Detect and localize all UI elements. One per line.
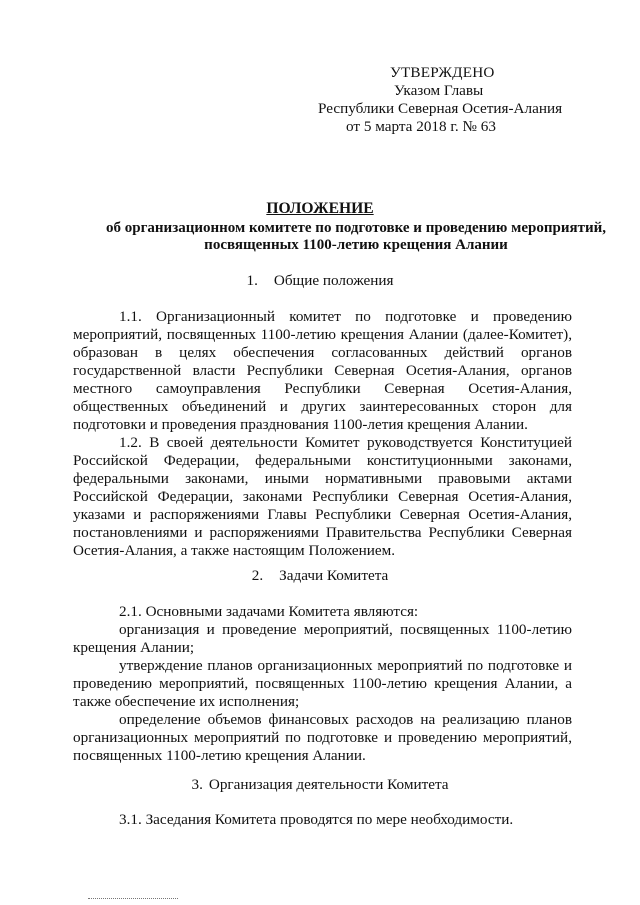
- footer-divider: [88, 898, 178, 899]
- section-heading-2: [0, 567, 640, 585]
- section-number: 3.: [191, 776, 203, 793]
- approval-line-decree: Указом Главы: [394, 82, 484, 99]
- paragraph-1-2: 1.2. В своей деятельности Комитет руководствуется Конституцией Российской Федерации, федеральными конституционными законами, федеральными законами, иными нормативными правовыми актами Российской Федерации, законами Республики Северная Осетия-Алания, указами и распоряжениями Главы Республики Северная Осетия-Алания, постановлениями и распоряжениями Правительства Республики Северная Осетия-Алания, а также настоящим Положением.: [73, 434, 572, 559]
- approval-line-republic: Республики Северная Осетия-Алания: [318, 100, 563, 117]
- section-title: Организация деятельности Комитета: [208, 776, 449, 793]
- paragraph-2-1: 2.1. Основными задачами Комитета являются:: [119, 603, 419, 620]
- paragraph-1-1: 1.1. Организационный комитет по подготовке и проведению мероприятий, посвященных 1100-летию крещения Алании (далее-Комитет), образован в целях обеспечения согласованных действий органов государственной власти Республики Северная Осетия-Алания, органов местного самоуправления Республики Северная Осетия-Алания, общественных объединений и других заинтересованных сторон для подготовки и проведения празднования 1100-летия крещения Алании.: [73, 308, 572, 433]
- paragraph-3-1: 3.1. Заседания Комитета проводятся по мере необходимости.: [119, 811, 514, 828]
- task-item-2: утверждение планов организационных мероприятий по подготовке и проведению мероприятий, посвященных 1100-летию крещения Алании, а также обеспечение их исполнения;: [73, 657, 572, 710]
- section-title: Общие положения: [273, 272, 394, 289]
- section-heading-3: [0, 776, 640, 794]
- section-number: 2.: [251, 567, 264, 584]
- document-subtitle: об организационном комитете по подготовке и проведению мероприятий, посвященных 1100-летию крещения Алании: [106, 220, 606, 253]
- section-number: 1.: [246, 272, 258, 289]
- task-item-1: организация и проведение мероприятий, посвященных 1100-летию крещения Алании;: [73, 621, 572, 656]
- section-title: Задачи Комитета: [279, 567, 389, 584]
- task-item-3: определение объемов финансовых расходов на реализацию планов организационных мероприятий по подготовке и проведению мероприятий, посвященных 1100-летию крещения Алании.: [73, 711, 572, 764]
- approval-line-date: от 5 марта 2018 г. № 63: [346, 118, 496, 135]
- approval-title: УТВЕРЖДЕНО: [390, 64, 495, 81]
- section-heading-1: [0, 272, 640, 290]
- document-title: ПОЛОЖЕНИЕ: [266, 200, 374, 217]
